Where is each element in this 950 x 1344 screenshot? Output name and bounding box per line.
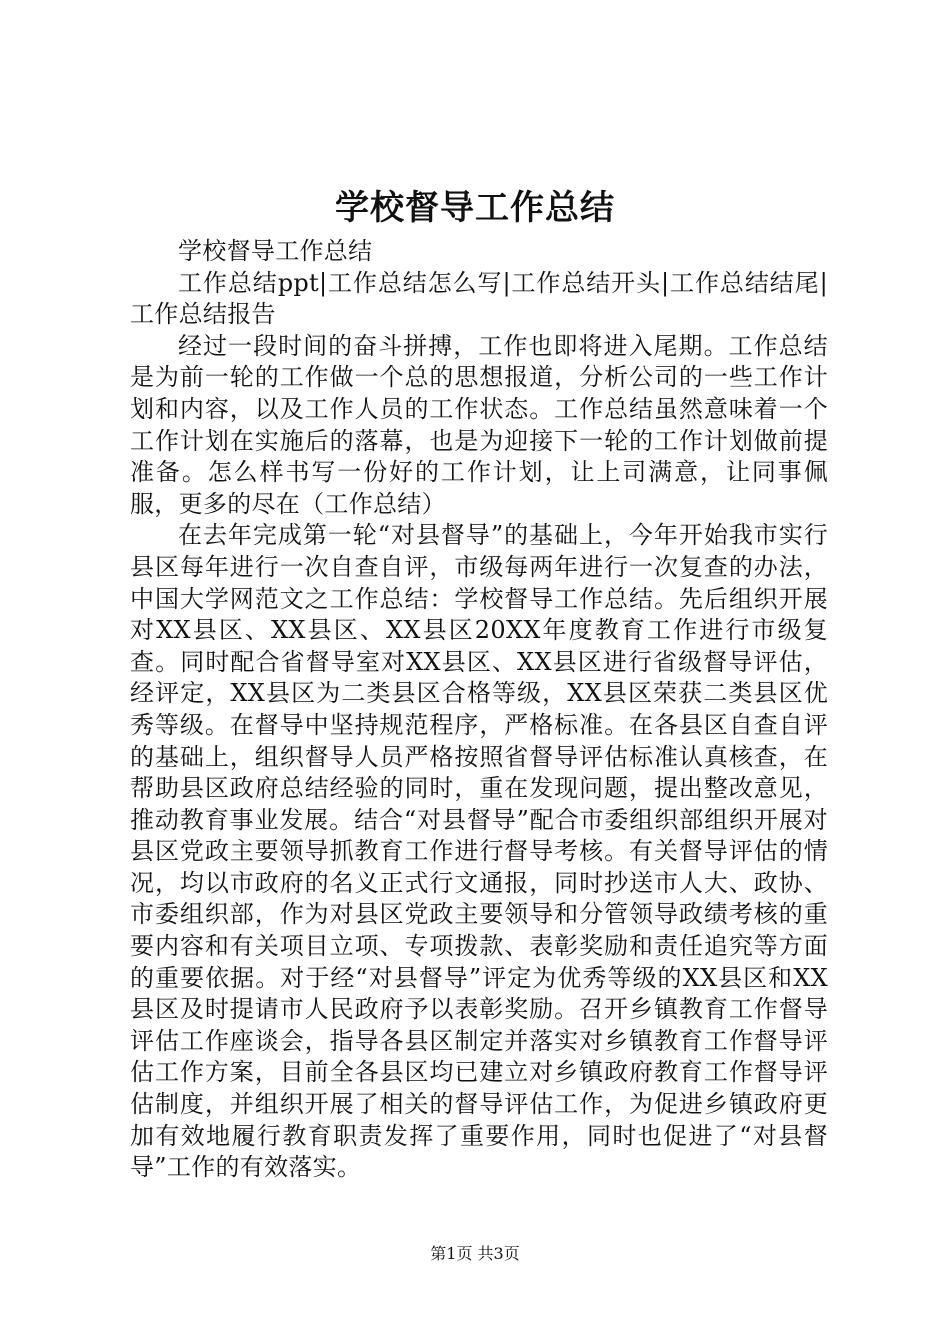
page-number-footer: 第1页 共3页 bbox=[430, 1244, 520, 1263]
subtitle-paragraph: 学校督导工作总结 bbox=[178, 237, 373, 265]
main-paragraph: 在去年完成第一轮“对县督导”的基础上，今年开始我市实行县区每年进行一次自查自评，市级每两年进行一次复查的办法，中国大学网范文之工作总结：学校督导工作总结。先后组织开展对XX县区、XX县区、XX县区20XX年度教育工作进行市级复查。同时配合省督导室对XX县区、XX县区进行省级督导评估，经评定，XX县区为二类县区合格等级，XX县区荣获二类县区优秀等级。在督导中坚持规范程序，严格标准。在各县区自查自评的基础上，组织督导人员严格按照省督导评估标准认真核查，在帮助县区政府总结经验的同时，重在发现问题，提出整改意见，推动教育事业发展。结合“对县督导”配合市委组织部组织开展对县区党政主要领导抓教育工作进行督导考核。有关督导评估的情况，均以市政府的名义正式行文通报，同时抄送市人大、政协、市委组织部，作为对县区党政主要领导和分管领导政绩考核的重要内容和有关项目立项、专项拨款、表彰奖励和责任追究等方面的重要依据。对于经“对县督导”评定为优秀等级的XX县区和XX县区及时提请市人民政府予以表彰奖励。召开乡镇教育工作督导评估工作座谈会，指导各县区制定并落实对乡镇教育工作督导评估工作方案，目前全各县区均已建立对乡镇政府教育工作督导评估制度，并组织开展了相关的督导评估工作，为促进乡镇政府更加有效地履行教育职责发挥了重要作用，同时也促进了“对县督导”工作的有效落实。 bbox=[130, 521, 828, 1182]
document-title: 学校督导工作总结 bbox=[335, 188, 615, 228]
document-body bbox=[130, 236, 828, 1184]
related-links-paragraph: 工作总结ppt|工作总结怎么写|工作总结开头|工作总结结尾|工作总结报告 bbox=[130, 268, 828, 329]
intro-paragraph: 经过一段时间的奋斗拼搏，工作也即将进入尾期。工作总结是为前一轮的工作做一个总的思想报道，分析公司的一些工作计划和内容，以及工作人员的工作状态。工作总结虽然意味着一个工作计划在实施后的落幕，也是为迎接下一轮的工作计划做前提准备。怎么样书写一份好的工作计划，让上司满意，让同事佩服，更多的尽在（工作总结） bbox=[130, 331, 828, 518]
